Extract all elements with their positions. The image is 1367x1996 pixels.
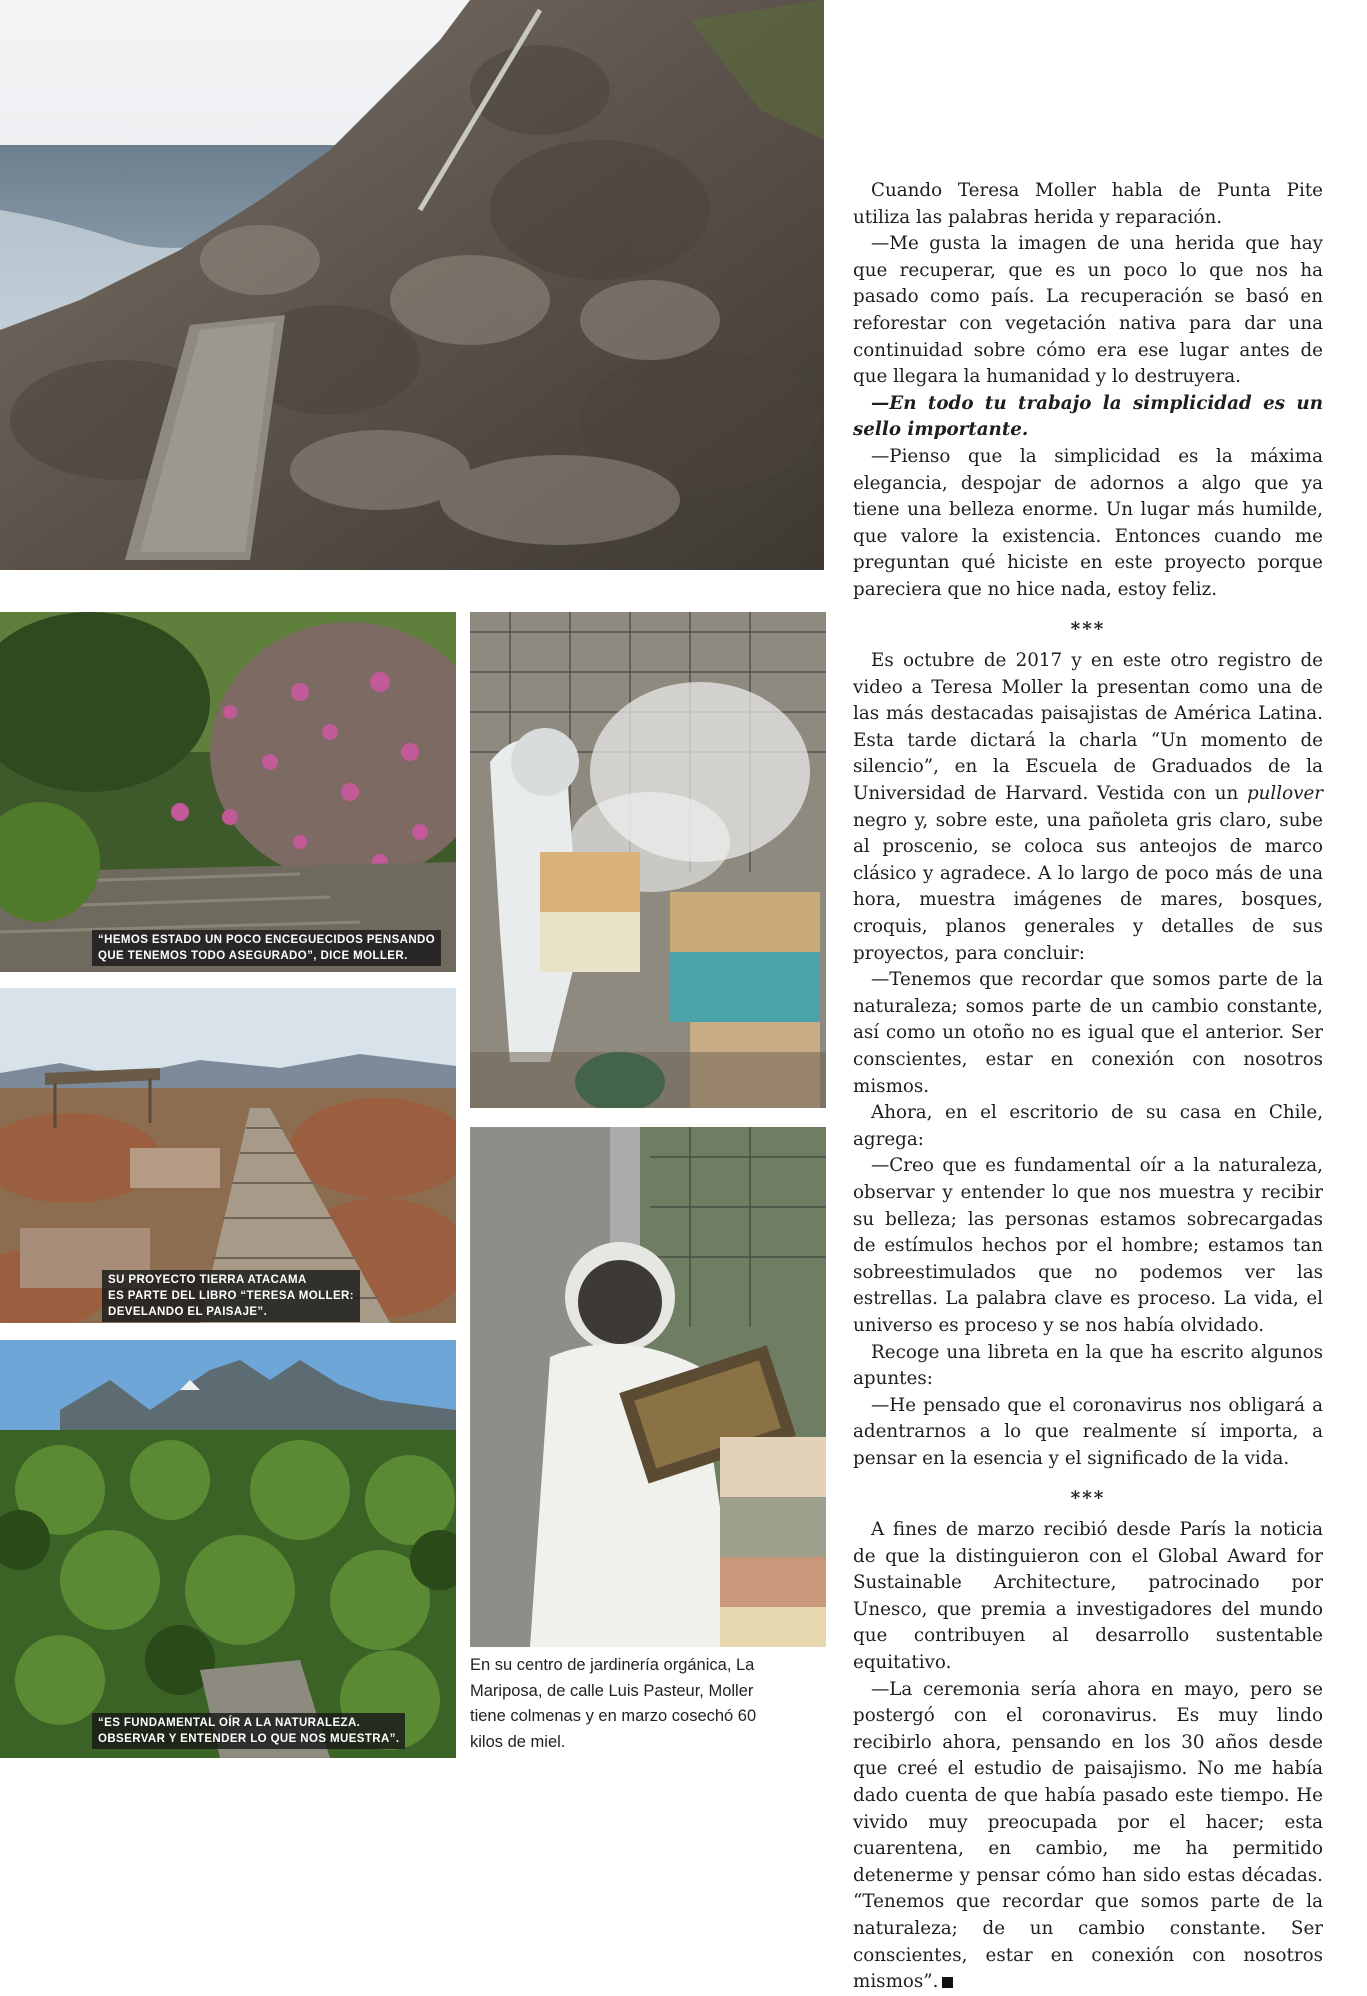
article-paragraph: —Tenemos que recordar que somos parte de la naturaleza; somos parte de un cambio constante, así como un otoño no es igual que el anterior. Ser conscientes, estar en conexión con nosotros mismos. [853,969,1323,1097]
section-separator: *** [1070,618,1106,640]
caption-line: OBSERVAR Y ENTENDER LO QUE NOS MUESTRA”. [98,1733,400,1745]
beekeeping-caption [470,1653,800,1755]
article-paragraph: A fines de marzo recibió desde París la noticia de que la distinguieron con el Global Award for Sustainable Architecture, patrocinado por Unesco, que premia a investigadores del mundo que contribuyen al desarrollo sustentable equitativo. [853,1519,1323,1674]
caption-line: DEVELANDO EL PAISAJE”. [108,1306,268,1318]
article-paragraph: Recoge una libreta en la que ha escrito algunos apuntes: [853,1341,1323,1390]
beekeeper-frame-photo [470,1127,826,1647]
interview-question: —En todo tu trabajo la simplicidad es un sello importante. [853,392,1323,441]
coast-stairs-photo [0,0,824,570]
text-run: negro y, sobre este, una pañoleta gris claro, sube al proscenio, se coloca sus anteojos de marco clásico y agradece. A lo largo de poco más de una hora, muestra imágenes de mares, bosques, croquis, planos generales y detalles de sus proyectos, para concluir: [853,809,1323,964]
italic-term: pullover [1246,783,1323,805]
garden-magnolia-photo [0,612,456,972]
atacama-caption [102,1270,360,1322]
caption-line: Mariposa, de calle Luis Pasteur, Moller [470,1681,754,1700]
caption-line: En su centro de jardinería orgánica, La [470,1656,755,1674]
article-column [853,178,1323,1996]
garden-caption [92,930,441,966]
section-separator: *** [1070,1487,1106,1509]
article-paragraph [853,648,1323,967]
caption-line: tiene colmenas y en marzo cosechó 60 [470,1707,757,1725]
article-paragraph: —Me gusta la imagen de una herida que hay que recuperar, que es un poco lo que nos ha pasado como país. La recuperación se basó en reforestar con vegetación nativa para dar una continuidad sobre cómo era ese lugar antes de que llegara la humanidad y lo destruyera. [853,233,1323,388]
article-paragraph: Cuando Teresa Moller habla de Punta Pite utiliza las palabras herida y reparación. [853,180,1323,228]
text-run: Es octubre de 2017 y en este otro registro de video a Teresa Moller la presentan como una de las más destacadas paisajistas de América Latina. Esta tarde dictará la charla “Un momento de silencio”, en la Escuela de Graduados de la Universidad de Harvard. Vestida con un [853,650,1323,805]
caption-line: SU PROYECTO TIERRA ATACAMA [108,1274,307,1286]
end-mark-icon [942,1977,953,1988]
caption-line: “ES FUNDAMENTAL OÍR A LA NATURALEZA. [98,1717,361,1729]
article-paragraph: —Creo que es fundamental oír a la naturaleza, observar y entender lo que nos muestra y recibir su belleza; las personas estamos sobrecargadas de estímulos hechos por el hombre; estamos tan sobreestimulados que no podemos ver las estrellas. La palabra clave es proceso. La vida, el universo es proceso y se nos había olvidado. [853,1155,1323,1336]
forest-volcano-photo [0,1340,456,1758]
caption-line: ES PARTE DEL LIBRO “TERESA MOLLER: [108,1290,354,1302]
beekeeper-smoke-photo [470,612,826,1108]
article-paragraph: Ahora, en el escritorio de su casa en Chile, agrega: [853,1102,1323,1150]
caption-line: “HEMOS ESTADO UN POCO ENCEGUECIDOS PENSANDO [98,934,436,946]
caption-line: kilos de miel. [470,1732,566,1751]
article-paragraph: —Pienso que la simplicidad es la máxima elegancia, despojar de adornos a algo que ya tiene una belleza enorme. Un lugar más humilde, que valore la existencia. Entonces cuando me preguntan qué hiciste en este proyecto porque pareciera que no hice nada, estoy feliz. [853,445,1323,600]
article-paragraph: —He pensado que el coronavirus nos obligará a adentrarnos a lo que realmente sí importa, a pensar en la esencia y el significado de la vida. [853,1394,1323,1469]
forest-caption [92,1713,405,1749]
text-run: —La ceremonia sería ahora en mayo, pero se postergó con el coronavirus. Es muy lindo recibirlo ahora, pensando en los 30 años desde que creé el estudio de paisajismo. No me había dado cuenta de que había pasado este tiempo. He vivido muy preocupada por el hacer; esta cuarentena, en cambio, me ha permitido detenerme y pensar cómo han sido estas décadas. “Tenemos que recordar que somos parte de la naturaleza; de un cambio constante. Ser conscientes, estar en conexión con nosotros mismos”. [853,1678,1323,1993]
article-paragraph [853,1677,1323,1996]
caption-line: QUE TENEMOS TODO ASEGURADO”, DICE MOLLER. [98,950,408,962]
